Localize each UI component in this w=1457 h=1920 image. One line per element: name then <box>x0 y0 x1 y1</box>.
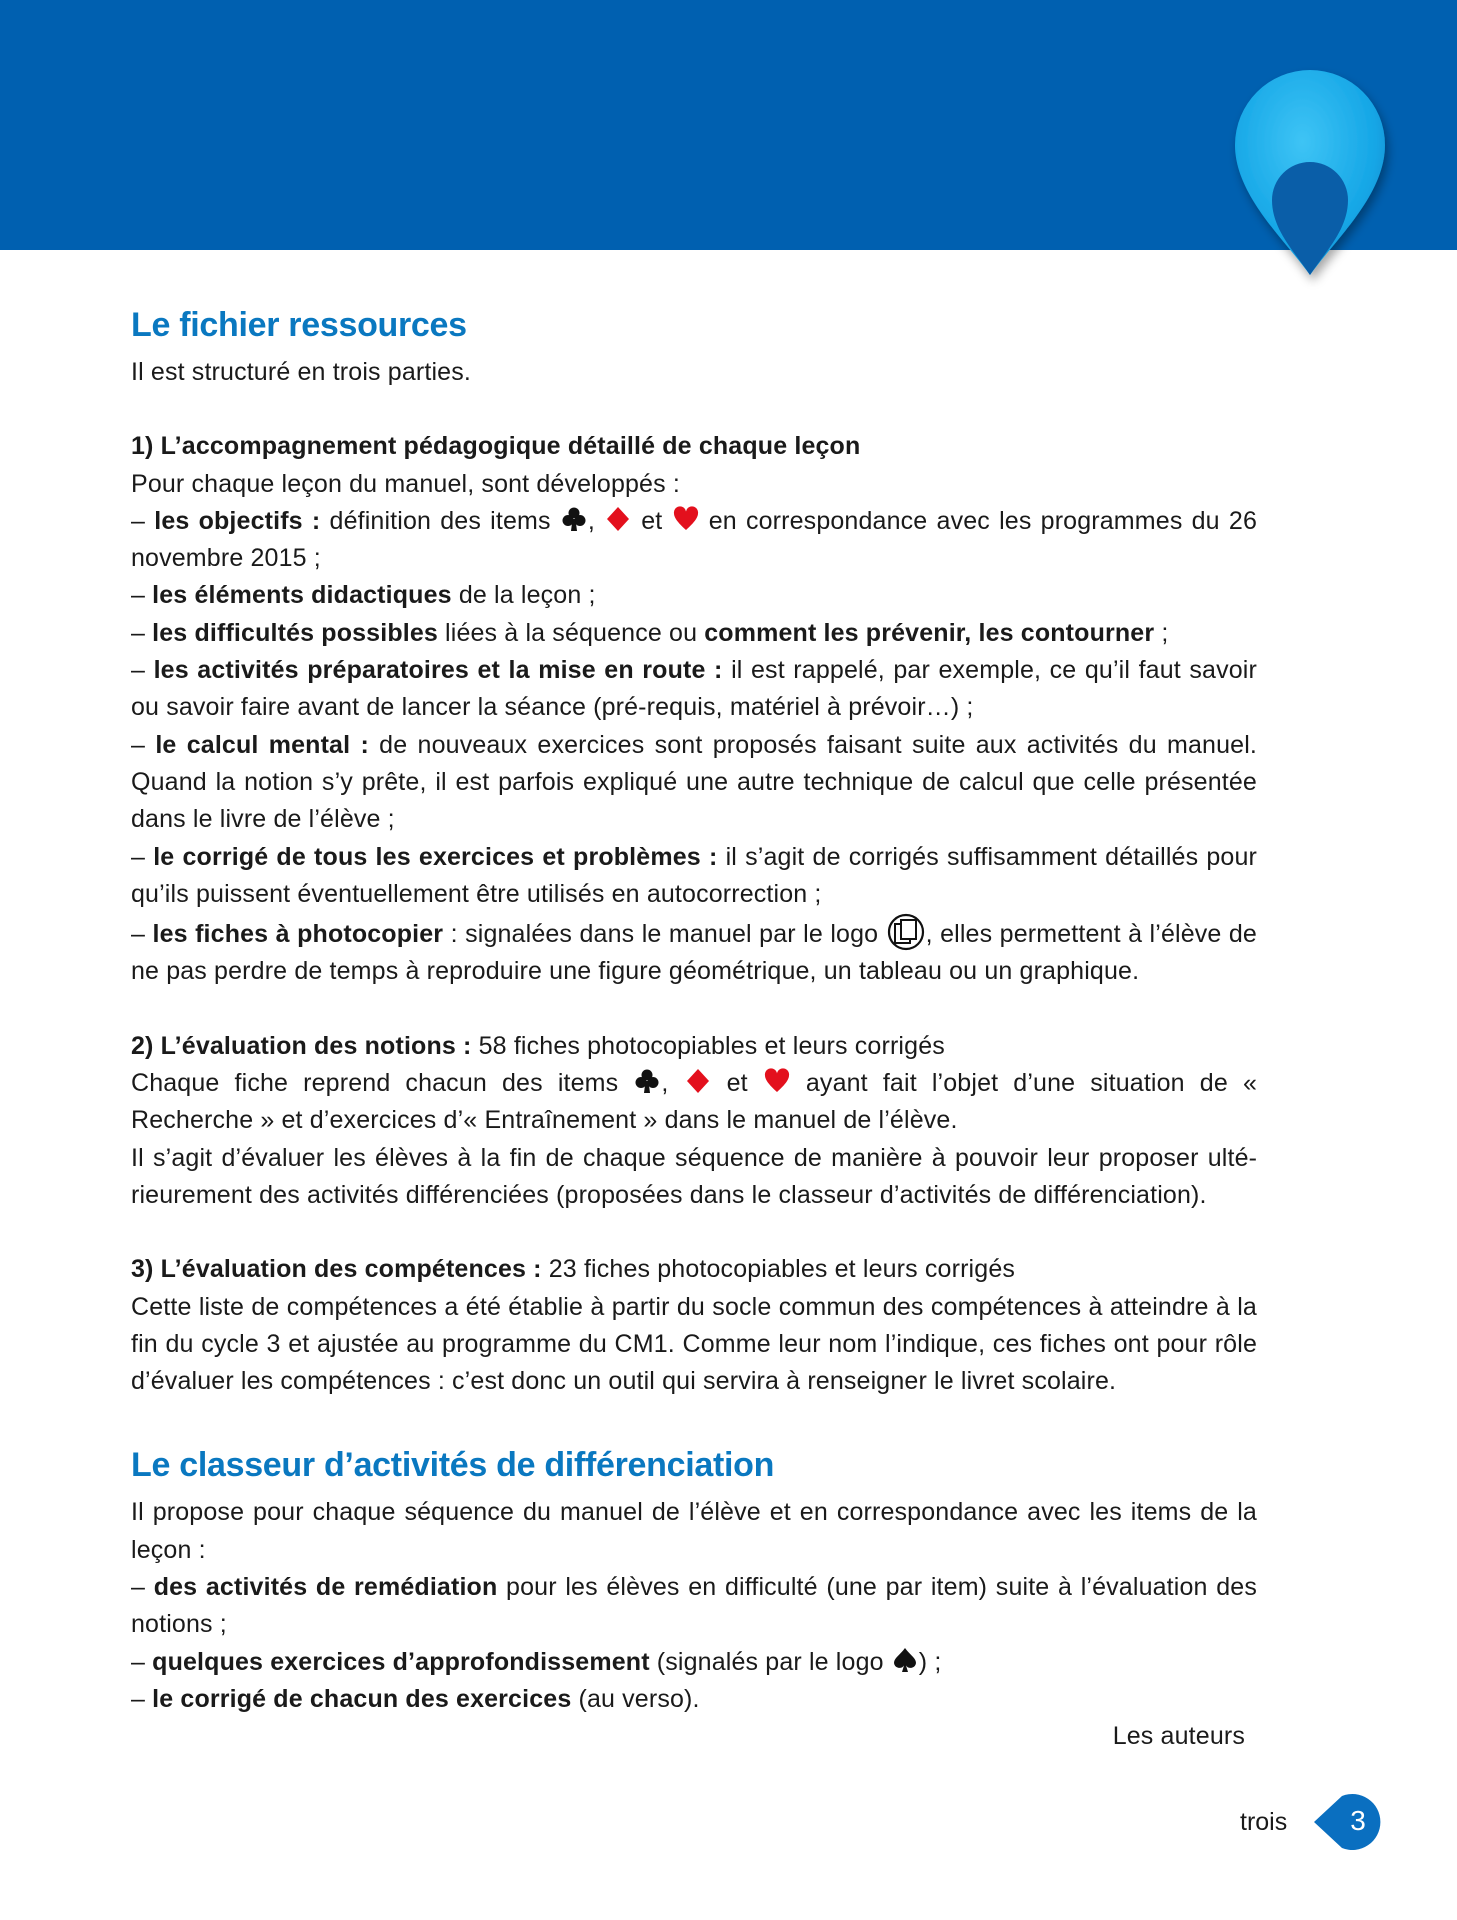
part3-text: Cette liste de compétences a été établie à partir du socle commun des compétences à atteindre à la fin du cycle 3 et ajustée au programme du CM1. Comme leur nom l’indique, ces fiches ont pour rôle d’évaluer les compétences : c’est donc un outil qui servira à renseigner le livret scolaire. <box>131 1292 1257 1396</box>
club-icon <box>633 1067 661 1095</box>
part1-lead: Pour chaque leçon du manuel, sont développés : <box>131 469 680 498</box>
list-item-elements-didactiques: – les éléments didactiques de la leçon ; <box>131 581 596 610</box>
list-item-approfondissement: – quelques exercices d’approfondissement (signalés par le logo ) ; <box>131 1647 942 1676</box>
list-item-corrige: – le corrigé de tous les exercices et problèmes : il s’agit de corrigés suffisamment détaillés pour qu’ils puissent éventuellement être utilisés en autocorrection ; <box>131 842 1258 908</box>
page-content <box>131 300 1257 1756</box>
section1-intro: Il est structuré en trois parties. <box>131 358 471 386</box>
part3-heading: 3) L’évaluation des compétences : 23 fiches photocopiables et leurs corrigés <box>131 1255 1016 1284</box>
diamond-icon <box>604 505 632 533</box>
location-pin-icon <box>1215 60 1405 290</box>
page-number: 3 <box>1350 1805 1366 1836</box>
page-word: trois <box>1240 1808 1288 1836</box>
list-item-fiches-photocopier: – les fiches à photocopier : signalées dans le manuel par le logo , elles permettent à l’élève de ne pas perdre de temps à reproduire une figure géométrique, un tableau ou un graphique. <box>131 913 1257 991</box>
list-item-remediation: – des activités de remédiation pour les élèves en difficulté (une par item) suite à l’évaluation des notions ; <box>131 1573 1257 1639</box>
signature: Les auteurs <box>1112 1722 1245 1751</box>
section-title-ressources: Le fichier ressources <box>131 306 467 344</box>
section-title-classeur: Le classeur d’activités de différenciation <box>131 1446 775 1485</box>
club-icon <box>560 505 588 533</box>
section2-intro: Il propose pour chaque séquence du manuel de l’élève et en correspondance avec les items de la leçon : <box>131 1498 1257 1564</box>
heart-icon <box>672 505 700 533</box>
diamond-icon <box>684 1067 712 1095</box>
heart-icon <box>763 1067 791 1095</box>
part2-line1: Chaque fiche reprend chacun des items , et ayant fait l’objet d’une situation de « Recherche » et d’exercices d’« Entraînement » dans le manuel de l’élève. <box>131 1069 1258 1135</box>
list-item-objectifs: – les objectifs : définition des items , et en correspondance avec les programmes du 26 novembre 2015 ; <box>131 506 1257 573</box>
list-item-calcul-mental: – le calcul mental : de nouveaux exercices sont proposés faisant suite aux activités du manuel. Quand la notion s’y prête, il est parfois expliqué une autre technique de calcul que celle présentée dans le livre de l’élève ; <box>131 730 1257 834</box>
part2-heading: 2) L’évaluation des notions : 58 fiches photocopiables et leurs corrigés <box>131 1031 945 1060</box>
spade-icon <box>891 1646 919 1674</box>
part2-line2: Il s’agit d’évaluer les élèves à la fin de chaque séquence de manière à pouvoir leur proposer ultérieurement des activités différenciées (proposées dans le classeur d’activités de différenciation). <box>131 1143 1257 1209</box>
list-item-corrige-exercices: – le corrigé de chacun des exercices (au verso). <box>131 1684 700 1713</box>
photocopy-logo-icon <box>886 913 926 951</box>
list-item-difficultes: – les difficultés possibles liées à la séquence ou comment les prévenir, les contourner ; <box>131 618 1169 647</box>
part1-heading: 1) L’accompagnement pédagogique détaillé de chaque leçon <box>131 432 861 461</box>
list-item-activites-preparatoires: – les activités préparatoires et la mise en route : il est rappelé, par exemple, ce qu’il faut savoir ou savoir faire avant de lancer la séance (pré-requis, matériel à prévoir…) ; <box>131 656 1257 722</box>
